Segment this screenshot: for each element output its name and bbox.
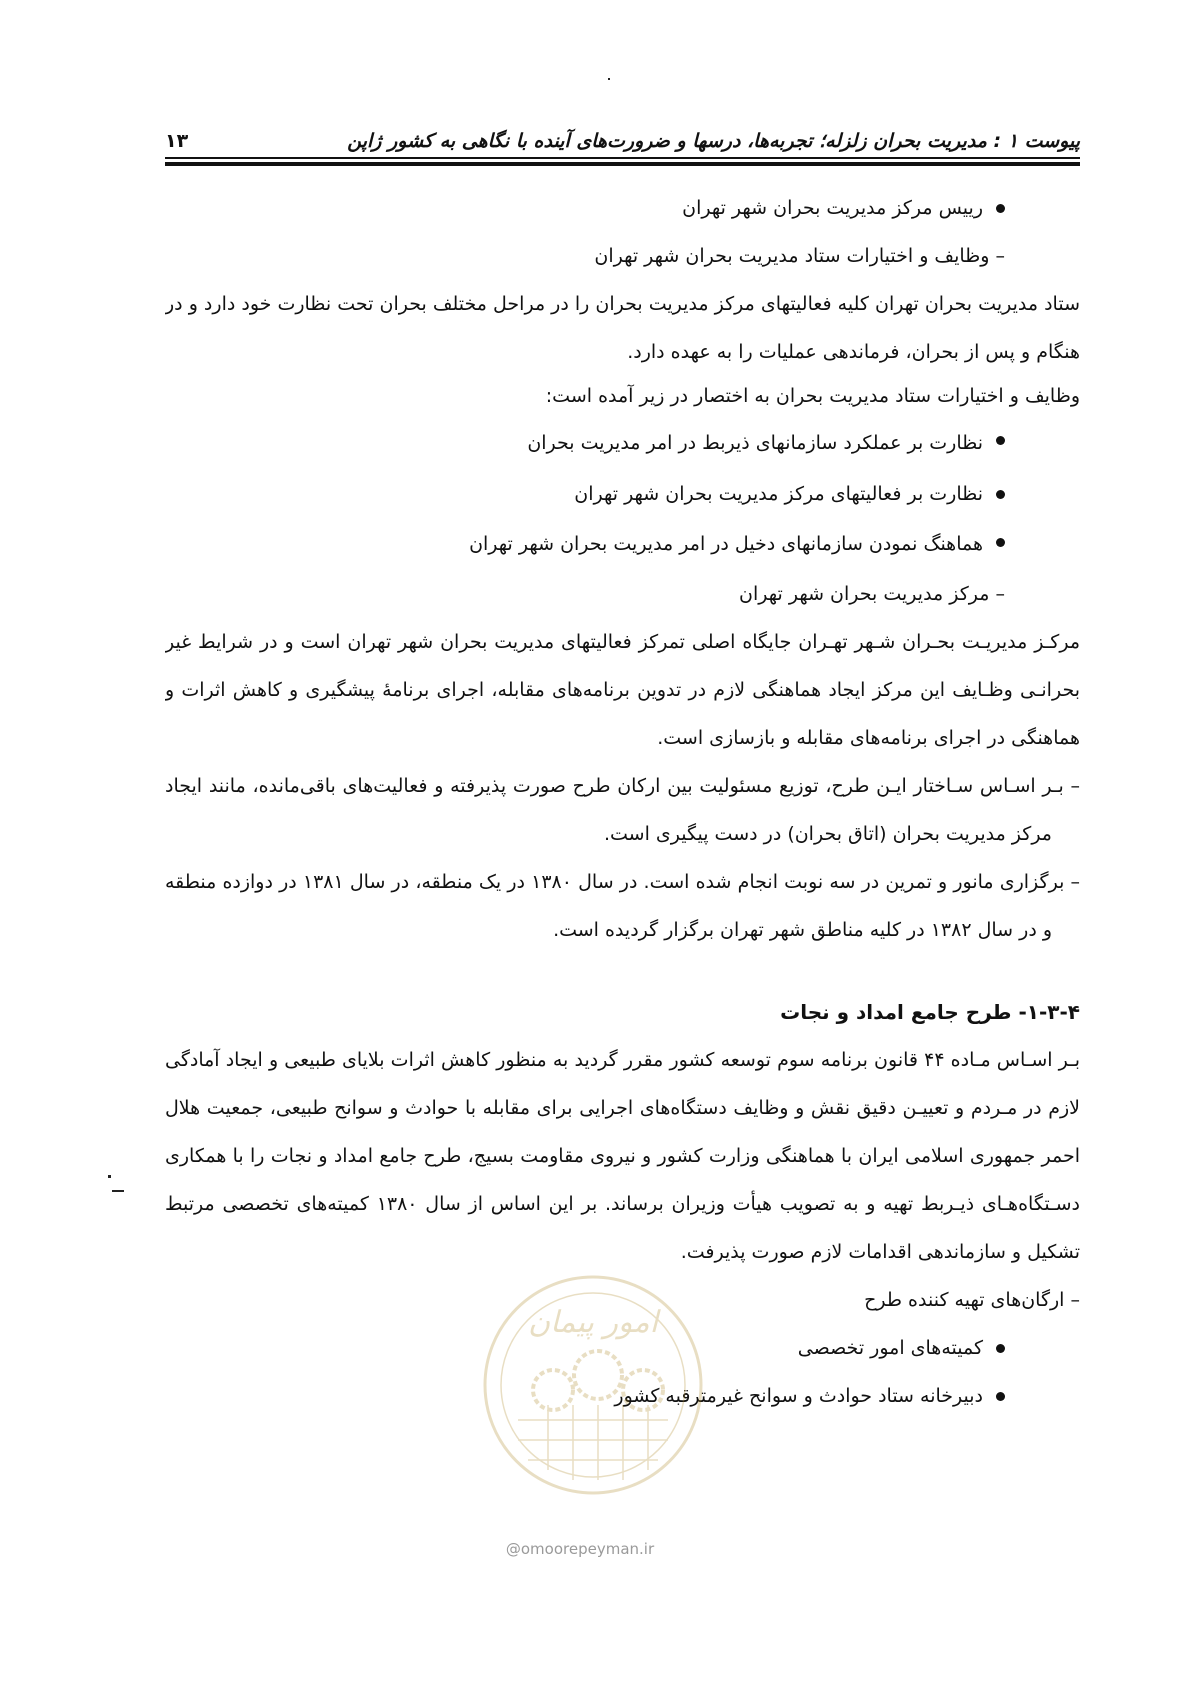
paragraph-line: هماهنگی در اجرای برنامه‌های مقابله و بازسازی است. <box>657 727 1080 749</box>
bullet-item: هماهنگ نمودن سازمانهای دخیل در امر مدیریت بحران شهر تهران <box>165 518 1080 570</box>
scan-speck <box>112 1190 124 1192</box>
bullet-item: کمیته‌های امور تخصصی <box>165 1324 1080 1372</box>
dash-item: – برگزاری مانور و تمرین در سه نوبت انجام شده است. در سال ۱۳۸۰ در یک منطقه، در سال ۱۳۸۱ در دوازده منطقه <box>165 871 1080 893</box>
paragraph-line: ستاد مدیریت بحران تهران کلیه فعالیتهای مرکز مدیریت بحران را در مراحل مختلف بحران تحت نظارت خود دارد و در <box>165 293 1080 315</box>
watermark-site: @omoorepeyman.ir <box>505 1540 655 1558</box>
paragraph-line: لازم در مـردم و تعییـن دقیق نقش و وظایف دستگاه‌های اجرایی برای مقابله با حوادث و سوانح طبیعی، جمعیت هلال <box>165 1097 1080 1119</box>
bullet-item: دبیرخانه ستاد حوادث و سوانح غیرمترقبه کشور <box>165 1372 1080 1420</box>
paragraph-line: مرکـز مدیریـت بحـران شـهر تهـران جایگاه اصلی تمرکز فعالیتهای مدیریت بحران شهر تهران است و در شرایط غیر <box>165 631 1080 653</box>
bullet-item: نظارت بر عملکرد سازمانهای ذیربط در امر مدیریت بحران <box>165 416 1080 470</box>
watermark-logo-text: امور پیمان <box>528 1305 658 1340</box>
dash-item: – وظایف و اختیارات ستاد مدیریت بحران شهر تهران <box>594 245 1005 267</box>
scan-speck <box>108 1175 111 1178</box>
paragraph-line: بحرانـی وظـایف این مرکز ایجاد هماهنگی لازم در تدوین برنامه‌های مقابله، اجرای برنامهٔ پیشگیری و کاهش اثرات و <box>165 679 1080 701</box>
paragraph-line: احمر جمهوری اسلامی ایران با هماهنگی وزارت کشور و نیروی مقاومت بسیج، طرح جامع امداد و نجات را با همکاری <box>165 1145 1080 1167</box>
dash-item: – بـر اسـاس سـاختار ایـن طرح، توزیع مسئولیت بین ارکان طرح صورت پذیرفته و فعالیت‌های باقی‌مانده، مانند ایجاد <box>165 775 1080 797</box>
dash-item-continuation: مرکز مدیریت بحران (اتاق بحران) در دست پیگیری است. <box>603 823 1052 845</box>
dash-item-continuation: و در سال ۱۳۸۲ در کلیه مناطق شهر تهران برگزار گردیده است. <box>553 919 1052 941</box>
dash-item: – مرکز مدیریت بحران شهر تهران <box>739 583 1005 605</box>
paragraph-line: بـر اسـاس مـاده ۴۴ قانون برنامه سوم توسعه کشور مقرر گردید به منظور کاهش اثرات بلایای طبیعی و ایجاد آمادگی <box>165 1049 1080 1071</box>
bullet-item: رییس مرکز مدیریت بحران شهر تهران <box>165 184 1080 232</box>
header-rule-thick <box>165 162 1080 166</box>
header-title: پیوست ۱ : مدیریت بحران زلزله؛ تجربه‌ها، درسها و ضرورت‌های آینده با نگاهی به کشور ژاپن <box>347 130 1080 152</box>
header-rule-thin <box>165 157 1080 159</box>
section-heading: ۱-۳-۴- طرح جامع امداد و نجات <box>780 1000 1080 1024</box>
dash-item: – ارگان‌های تهیه کننده طرح <box>864 1289 1080 1311</box>
body-text <box>165 184 1080 1420</box>
paragraph-line: وظایف و اختیارات ستاد مدیریت بحران به اختصار در زیر آمده است: <box>545 385 1080 407</box>
bullet-item: نظارت بر فعالیتهای مرکز مدیریت بحران شهر تهران <box>165 470 1080 518</box>
paragraph-line: دسـتگاه‌هـای ذیـربط تهیه و به تصویب هیأت وزیران برساند. بر این اساس از سال ۱۳۸۰ کمیته‌های تخصصی مرتبط <box>165 1193 1080 1215</box>
running-header <box>165 122 1080 152</box>
paragraph-line: هنگام و پس از بحران، فرماندهی عملیات را به عهده دارد. <box>627 341 1080 363</box>
scan-speck <box>608 78 610 80</box>
page-number: ۱۳ <box>165 130 189 152</box>
paragraph-line: تشکیل و سازماندهی اقدامات لازم صورت پذیرفت. <box>680 1241 1080 1263</box>
